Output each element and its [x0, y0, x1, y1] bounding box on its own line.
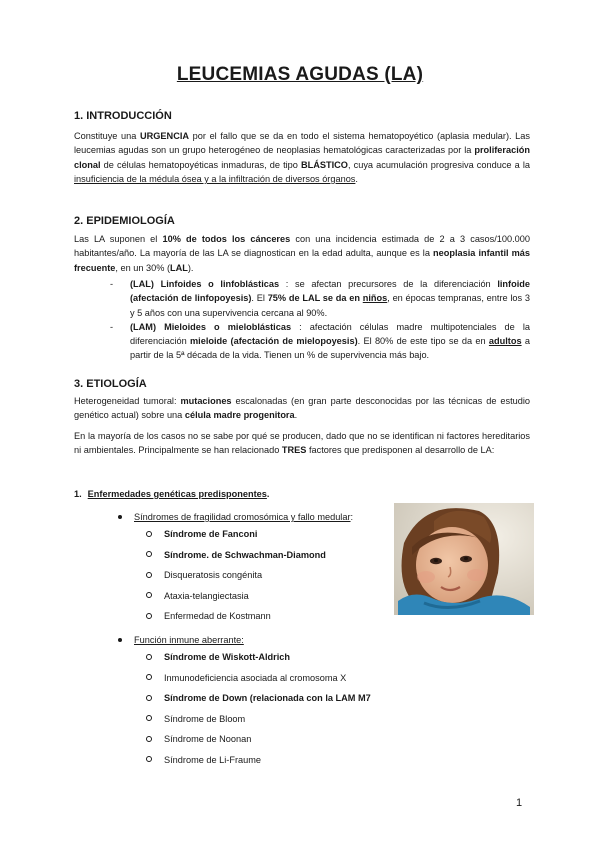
list-item-text: Síndrome de Li-Fraume: [164, 754, 262, 765]
bullet-label: Función inmune aberrante:: [134, 635, 244, 645]
list-item: [146, 714, 245, 724]
child-photo-image: [394, 503, 534, 615]
list-item: [146, 529, 257, 539]
circle-bullet-icon: [146, 531, 152, 537]
intro-text-2: por el fallo que se da en todo el sistema hematopoyético (aplasia medular). Las leucemias agudas son un grupo heterogéneo de neoplasias hematológicas caracterizadas por la: [74, 131, 530, 156]
lam-bold-adultos: adultos: [488, 336, 522, 347]
etio-text-1: Heterogeneidad tumoral:: [74, 396, 181, 406]
circle-bullet-icon: [146, 592, 152, 598]
bullet-label: Síndromes de fragilidad cromosómica y fallo medular: [134, 512, 351, 522]
page-title: LEUCEMIAS AGUDAS (LA): [176, 64, 424, 85]
intro-bold-proliferacion: proliferación clonal: [74, 145, 530, 170]
etio-text-4: En la mayoría de los casos no se sabe por qué se producen, dado que no se identifican ni factores hereditarios ni ambientales. Principalmente se han relacionado: [74, 431, 530, 456]
list-item-text: Disqueratosis congénita: [164, 570, 263, 580]
etio-paragraph-1: [74, 394, 530, 423]
list-item: [146, 611, 271, 621]
list-item-text: Enfermedad de Kostmann: [164, 611, 271, 621]
circle-bullet-icon: [146, 756, 152, 762]
etio-text-3: .: [294, 410, 298, 421]
lal-bold-75: 75% de LAL se da en: [267, 293, 363, 304]
lam-text-3: a partir de la 5ª década de la vida. Tienen un % de supervivencia más bajo.: [130, 336, 530, 361]
bullet-label-end: :: [350, 512, 354, 522]
lal-text-1: : se afectan precursores de la diferenciación: [279, 279, 498, 289]
list-item-text: Síndrome de Down (relacionada con la LAM M7: [164, 693, 371, 703]
lam-bold-mieloide: mieloide (afectación de mielopoyesis): [189, 336, 358, 347]
circle-bullet-icon: [146, 736, 152, 742]
heading-epidemiologia: 2. EPIDEMIOLOGÍA: [74, 215, 175, 227]
list-item: [146, 734, 251, 744]
list-item-lam: [108, 320, 530, 363]
epi-text-4: ).: [187, 262, 194, 273]
lam-bold-title: (LAM) Mieloides o mieloblásticas: [130, 321, 292, 332]
bullet-fragilidad: [118, 512, 353, 522]
circle-bullet-icon: [146, 551, 152, 557]
list-item: [146, 755, 261, 765]
child-photo: [394, 503, 534, 615]
epi-bold-neoplasia: neoplasia infantil más frecuente: [74, 248, 531, 273]
bullet-dot-icon: [118, 515, 122, 519]
intro-paragraph: [74, 129, 530, 186]
list-item-text: Síndrome de Noonan: [164, 734, 252, 744]
etio-text-2: escalonadas (en gran parte desconocidas por las técnicas de estudio genético actual) sobre una: [74, 396, 530, 421]
epi-text-2: con una incidencia estimada de 2 a 3 casos/100.000 habitantes/año. La mayoría de las LA se diagnostican en la edad adulta, aunque es la: [74, 234, 530, 259]
lal-text-2: . El: [251, 293, 268, 304]
heading-introduccion: 1. INTRODUCCIÓN: [74, 110, 172, 122]
lam-text-1: : afectación células madre multipotenciales de la diferenciación: [130, 321, 530, 347]
lal-bold-linfoide: linfoide (afectación de linfopoyesis): [130, 279, 530, 304]
intro-text-5: .: [355, 173, 358, 184]
epi-types-list: [108, 277, 530, 363]
circle-bullet-icon: [146, 674, 152, 680]
list-item-text: Síndrome de Wiskott-Aldrich: [164, 652, 291, 662]
lal-bold-ninos: niños: [362, 293, 388, 304]
bullet-funcion-inmune: [118, 635, 244, 645]
bullet-dot-icon: [118, 638, 122, 642]
list-item: [146, 673, 346, 683]
list-item: [146, 693, 371, 703]
circle-bullet-icon: [146, 654, 152, 660]
intro-underline-insuficiencia: insuficiencia de la médula ósea y a la infiltración de diversos órganos: [74, 173, 356, 184]
etio-text-5: factores que predisponen al desarrollo de LA:: [306, 445, 495, 456]
list-item-text: Inmunodeficiencia asociada al cromosoma X: [164, 672, 347, 683]
dash-marker: -: [110, 321, 114, 332]
dash-marker: -: [110, 279, 114, 289]
etio-bold-mutaciones: mutaciones: [180, 396, 232, 406]
list-item: [146, 550, 326, 560]
list-item: [146, 652, 290, 662]
list-item-lal: [108, 277, 530, 320]
list-item-text: Síndrome. de Schwachman-Diamond: [164, 549, 326, 560]
epi-bold-lal: LAL: [170, 262, 188, 273]
circle-bullet-icon: [146, 613, 152, 619]
circle-bullet-icon: [146, 715, 152, 721]
intro-text-3: de células hematopoyéticas inmaduras, de tipo: [100, 159, 301, 170]
item-label: Enfermedades genéticas predisponentes: [87, 489, 267, 499]
item-label-end: .: [266, 489, 270, 499]
etio-bold-celula: célula madre progenitora: [184, 410, 295, 421]
epi-paragraph: [74, 232, 530, 275]
numbered-item-1: [74, 489, 269, 499]
epi-text-1: Las LA suponen el: [74, 234, 163, 244]
circle-bullet-icon: [146, 695, 152, 701]
lal-text-3: , en épocas tempranas, entre los 3 y 5 años con una supervivencia cercana al 90%.: [130, 293, 530, 318]
circle-bullet-icon: [146, 572, 152, 578]
etio-bold-tres: TRES: [281, 445, 307, 456]
page-number: 1: [516, 797, 523, 809]
intro-bold-blastico: BLÁSTICO: [301, 159, 348, 170]
heading-etiologia: 3. ETIOLOGÍA: [74, 378, 147, 390]
list-item: [146, 591, 249, 601]
list-item-text: Ataxia-telangiectasia: [164, 590, 249, 601]
item-number: 1.: [74, 489, 82, 499]
lam-text-2: . El 80% de este tipo se da en: [357, 336, 489, 347]
epi-text-3: , en un 30% (: [115, 262, 171, 273]
intro-text-4: , cuya acumulación progresiva conduce a la: [347, 159, 530, 170]
list-item-text: Síndrome de Fanconi: [164, 529, 258, 539]
lal-bold-title: (LAL) Linfoides o linfoblásticas: [130, 279, 280, 289]
intro-text-1: Constituye una: [74, 131, 141, 141]
epi-bold-10: 10% de todos los cánceres: [162, 234, 291, 244]
list-item-text: Síndrome de Bloom: [164, 713, 246, 724]
list-item: [146, 570, 262, 580]
etio-paragraph-2: [74, 429, 530, 458]
intro-bold-urgencia: URGENCIA: [140, 131, 190, 141]
